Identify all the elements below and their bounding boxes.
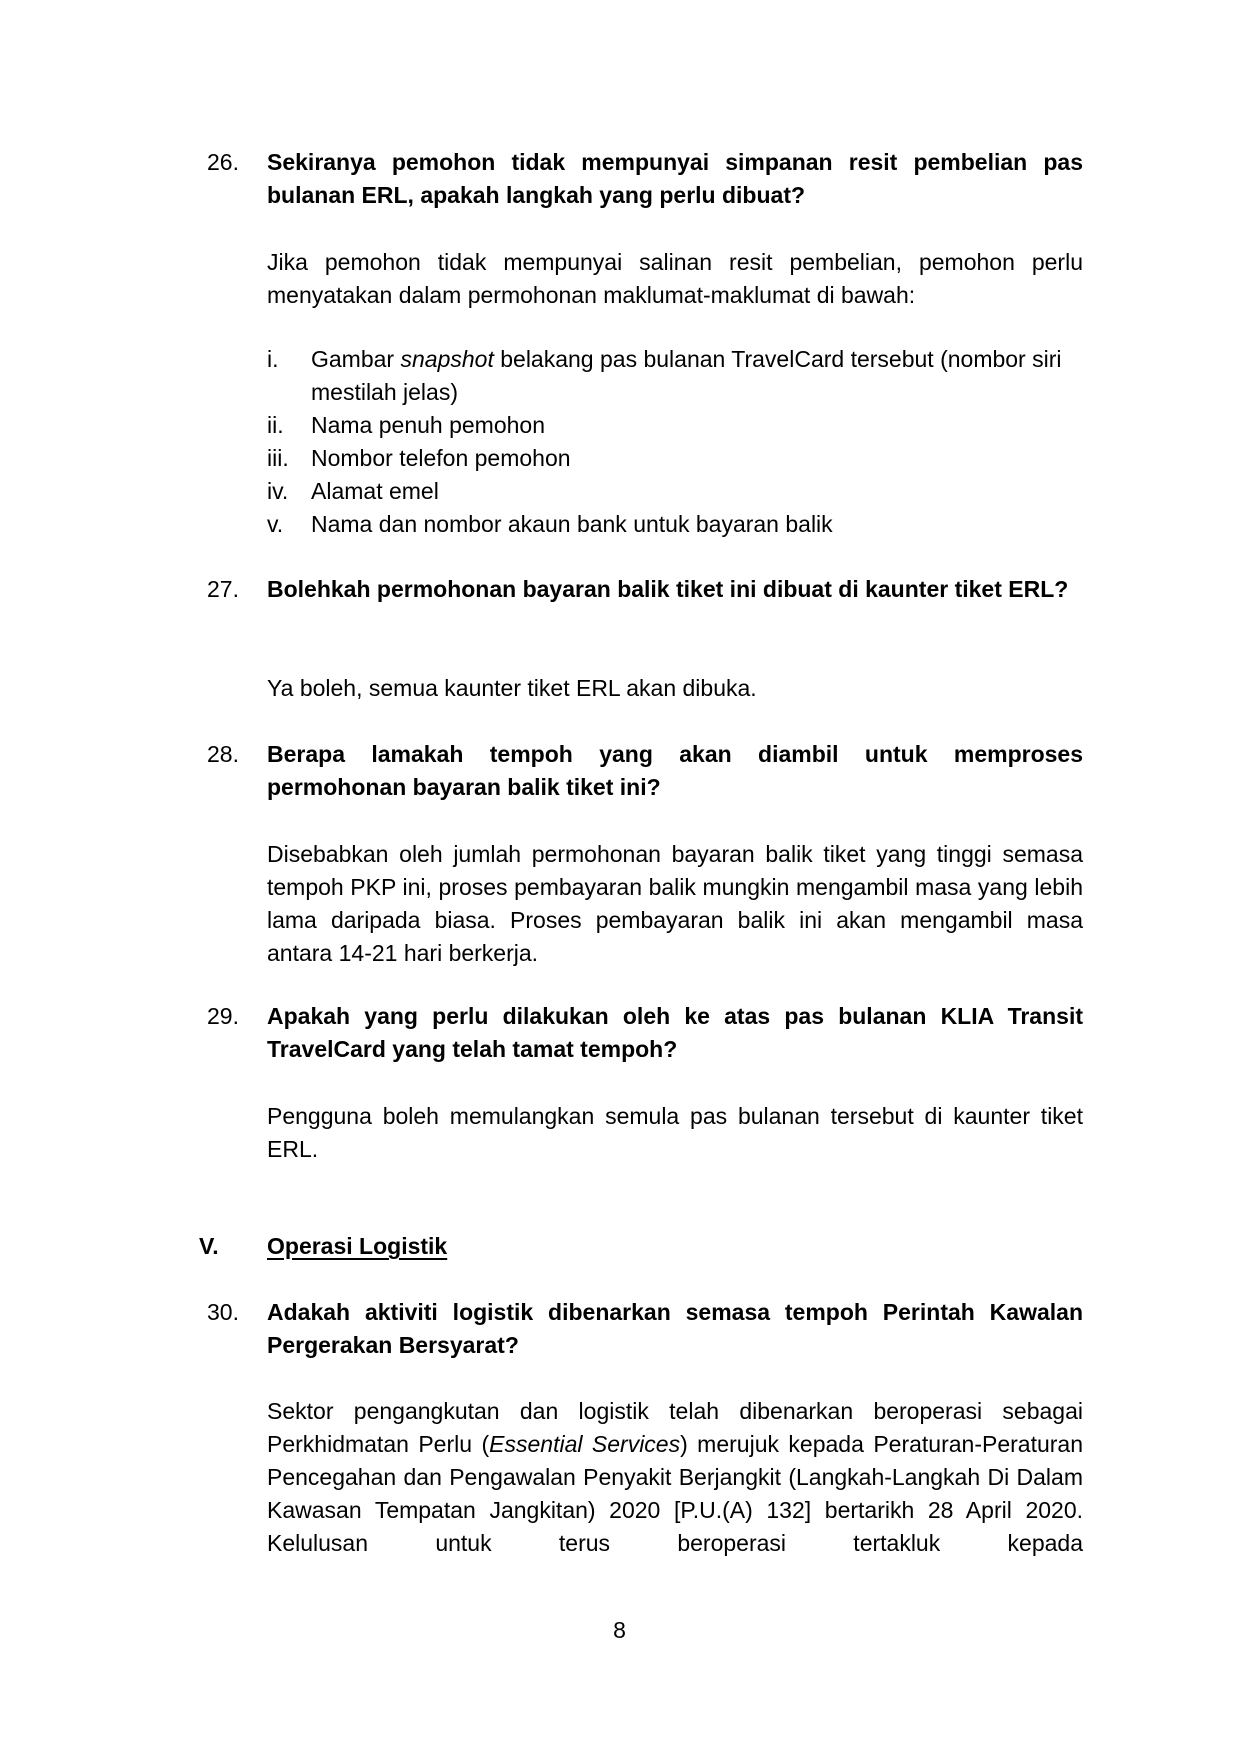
list-item-text: Gambar snapshot belakang pas bulanan TravelCard tersebut (nombor siri mestilah jelas) (311, 346, 1062, 405)
list-numeral: ii. (267, 412, 284, 438)
answer-text: Ya boleh, semua kaunter tiket ERL akan dibuka. (267, 675, 757, 701)
list-numeral: iv. (267, 478, 289, 504)
question-text: Adakah aktiviti logistik dibenarkan semasa tempoh Perintah Kawalan Pergerakan Bersyarat? (267, 1299, 1083, 1358)
question-number: 29. (207, 1003, 239, 1029)
question-text: Bolehkah permohonan bayaran balik tiket ini dibuat di kaunter tiket ERL? (267, 576, 1069, 602)
question-number: 28. (207, 741, 239, 767)
question-number: 30. (207, 1299, 239, 1325)
list-numeral: iii. (267, 445, 289, 471)
answer-text: Disebabkan oleh jumlah permohonan bayaran balik tiket yang tinggi semasa tempoh PKP ini, proses pembayaran balik mungkin mengambil masa yang lebih lama daripada biasa. Proses pembayaran balik ini akan mengambil masa antara 14-21 hari berkerja. (267, 841, 1083, 966)
question-number: 26. (207, 149, 239, 175)
section-numeral: V. (199, 1233, 219, 1259)
question-text: Sekiranya pemohon tidak mempunyai simpanan resit pembelian pas bulanan ERL, apakah langkah yang perlu dibuat? (267, 149, 1083, 208)
list-item-text: Alamat emel (311, 478, 439, 504)
answer-text: Jika pemohon tidak mempunyai salinan resit pembelian, pemohon perlu menyatakan dalam permohonan maklumat-maklumat di bawah: (267, 249, 1083, 308)
question-text: Apakah yang perlu dilakukan oleh ke atas pas bulanan KLIA Transit TravelCard yang telah tamat tempoh? (267, 1003, 1083, 1062)
section-heading (199, 1230, 448, 1263)
list-numeral: v. (267, 511, 284, 537)
section-title: Operasi Logistik (267, 1233, 448, 1259)
answer-text: Sektor pengangkutan dan logistik telah dibenarkan beroperasi sebagai Perkhidmatan Perlu (Essential Services) merujuk kepada Peraturan-Peraturan Pencegahan dan Pengawalan Penyakit Berjangkit (Langkah-Langkah Di Dalam Kawasan Tempatan Jangkitan) 2020 [P.U.(A) 132] bertarikh 28 April 2020. Kelulusan untuk terus beroperasi tertakluk kepada (267, 1398, 1083, 1556)
list-item-text: Nama dan nombor akaun bank untuk bayaran balik (311, 511, 833, 537)
question-text: Berapa lamakah tempoh yang akan diambil untuk memproses permohonan bayaran balik tiket ini? (267, 741, 1083, 800)
question-number: 27. (207, 576, 239, 602)
list-numeral: i. (267, 346, 279, 372)
answer-text: Pengguna boleh memulangkan semula pas bulanan tersebut di kaunter tiket ERL. (267, 1103, 1083, 1162)
list-item-text: Nombor telefon pemohon (311, 445, 571, 471)
page-number: 8 (613, 1617, 626, 1643)
list-item-text: Nama penuh pemohon (311, 412, 545, 438)
